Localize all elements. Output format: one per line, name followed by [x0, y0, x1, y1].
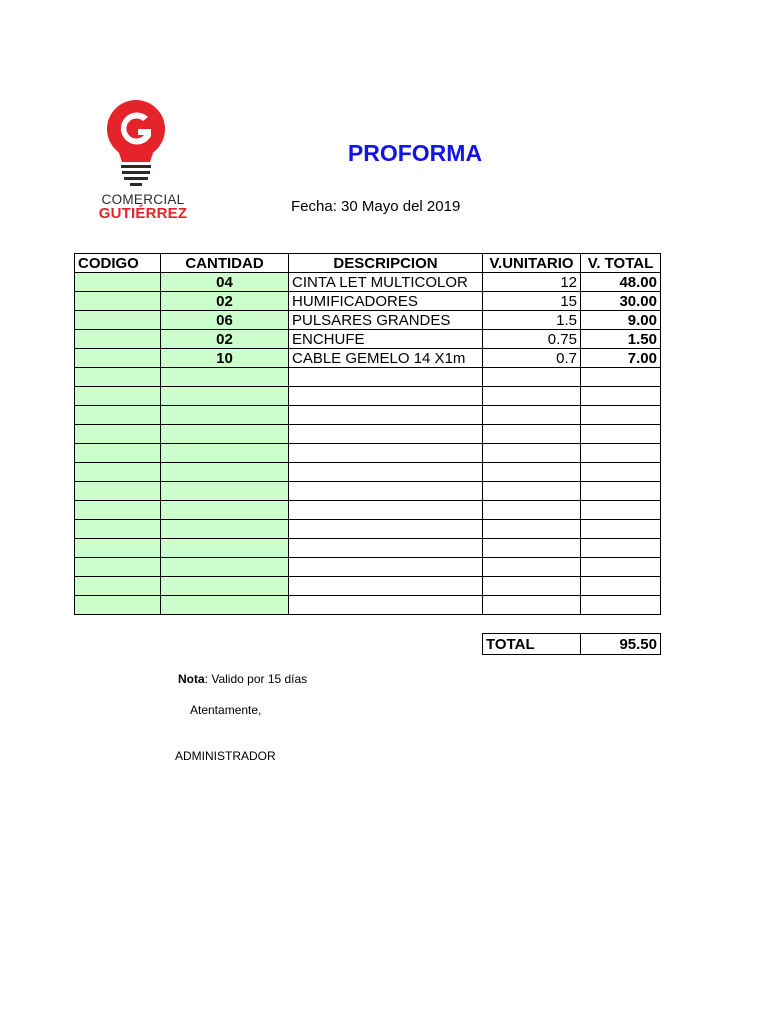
cell-v-total: [581, 387, 661, 406]
cell-cantidad: 06: [161, 311, 289, 330]
cell-codigo: [75, 330, 161, 349]
cell-descripcion: [289, 463, 483, 482]
cell-codigo: [75, 539, 161, 558]
cell-descripcion: [289, 520, 483, 539]
cell-v-total: [581, 406, 661, 425]
cell-cantidad: [161, 482, 289, 501]
cell-v-unitario: [483, 444, 581, 463]
cell-cantidad: [161, 539, 289, 558]
table-row: [75, 330, 661, 349]
cell-v-total: [581, 577, 661, 596]
cell-v-unitario: 0.7: [483, 349, 581, 368]
cell-cantidad: [161, 596, 289, 615]
table-row: [75, 273, 661, 292]
cell-codigo: [75, 292, 161, 311]
cell-v-total: [581, 558, 661, 577]
cell-v-unitario: [483, 463, 581, 482]
cell-codigo: [75, 558, 161, 577]
header-v-unitario: V.UNITARIO: [483, 254, 581, 273]
cell-cantidad: [161, 387, 289, 406]
cell-v-total: [581, 463, 661, 482]
cell-v-total: [581, 482, 661, 501]
cell-cantidad: [161, 577, 289, 596]
cell-cantidad: [161, 425, 289, 444]
cell-v-unitario: [483, 558, 581, 577]
note-label: Nota: [178, 672, 205, 686]
cell-codigo: [75, 482, 161, 501]
cell-v-unitario: 1.5: [483, 311, 581, 330]
cell-descripcion: [289, 577, 483, 596]
lightbulb-g-logo-icon: [88, 92, 198, 192]
cell-descripcion: CABLE GEMELO 14 X1m: [289, 349, 483, 368]
cell-codigo: [75, 463, 161, 482]
cell-cantidad: [161, 520, 289, 539]
cell-descripcion: [289, 368, 483, 387]
cell-cantidad: 02: [161, 292, 289, 311]
table-row: [75, 425, 661, 444]
note-text: : Valido por 15 días: [204, 672, 308, 686]
cell-codigo: [75, 501, 161, 520]
cell-v-unitario: [483, 406, 581, 425]
cell-descripcion: [289, 501, 483, 520]
cell-v-unitario: [483, 539, 581, 558]
header-cantidad: CANTIDAD: [161, 254, 289, 273]
cell-descripcion: [289, 444, 483, 463]
table-row: [75, 368, 661, 387]
table-header-row: [75, 254, 661, 273]
items-table: [74, 253, 661, 615]
cell-v-total: [581, 501, 661, 520]
cell-v-total: [581, 444, 661, 463]
cell-codigo: [75, 425, 161, 444]
cell-cantidad: [161, 501, 289, 520]
cell-descripcion: [289, 539, 483, 558]
signature-text: ADMINISTRADOR: [175, 749, 276, 763]
table-row: [75, 501, 661, 520]
table-row: [75, 444, 661, 463]
table-row: [75, 311, 661, 330]
table-row: [75, 577, 661, 596]
cell-v-unitario: 0.75: [483, 330, 581, 349]
table-row: [75, 539, 661, 558]
cell-codigo: [75, 520, 161, 539]
cell-v-total: 48.00: [581, 273, 661, 292]
document-title: PROFORMA: [347, 140, 483, 166]
cell-cantidad: [161, 368, 289, 387]
cell-descripcion: [289, 425, 483, 444]
total-value: 95.50: [581, 634, 661, 655]
totals-table: [482, 633, 661, 655]
cell-cantidad: 02: [161, 330, 289, 349]
cell-codigo: [75, 406, 161, 425]
company-logo: [88, 92, 198, 224]
cell-cantidad: 10: [161, 349, 289, 368]
cell-descripcion: [289, 387, 483, 406]
table-row: [75, 406, 661, 425]
cell-v-unitario: [483, 501, 581, 520]
cell-v-total: [581, 368, 661, 387]
cell-codigo: [75, 577, 161, 596]
cell-v-total: 1.50: [581, 330, 661, 349]
cell-codigo: [75, 596, 161, 615]
header-descripcion: DESCRIPCION: [289, 254, 483, 273]
date-line: [291, 198, 460, 215]
cell-codigo: [75, 273, 161, 292]
cell-descripcion: CINTA LET MULTICOLOR: [289, 273, 483, 292]
cell-codigo: [75, 311, 161, 330]
cell-codigo: [75, 368, 161, 387]
cell-v-total: [581, 425, 661, 444]
cell-v-unitario: 12: [483, 273, 581, 292]
note: [178, 672, 307, 686]
cell-v-total: [581, 539, 661, 558]
header-codigo: CODIGO: [75, 254, 161, 273]
cell-descripcion: HUMIFICADORES: [289, 292, 483, 311]
cell-v-total: 7.00: [581, 349, 661, 368]
logo-text-gutierrez: GUTIÉRREZ: [98, 205, 188, 222]
cell-v-unitario: [483, 596, 581, 615]
cell-cantidad: [161, 444, 289, 463]
cell-v-total: 30.00: [581, 292, 661, 311]
cell-cantidad: [161, 558, 289, 577]
date-label: Fecha:: [291, 198, 337, 215]
table-row: [75, 520, 661, 539]
table-row: [75, 558, 661, 577]
cell-v-unitario: [483, 368, 581, 387]
cell-v-total: [581, 520, 661, 539]
cell-descripcion: [289, 482, 483, 501]
table-row: [75, 387, 661, 406]
cell-descripcion: ENCHUFE: [289, 330, 483, 349]
cell-v-total: 9.00: [581, 311, 661, 330]
items-table-body: [75, 273, 661, 615]
cell-v-unitario: [483, 425, 581, 444]
header-v-total: V. TOTAL: [581, 254, 661, 273]
cell-descripcion: [289, 596, 483, 615]
cell-cantidad: 04: [161, 273, 289, 292]
cell-codigo: [75, 444, 161, 463]
cell-v-unitario: [483, 577, 581, 596]
table-row: [75, 463, 661, 482]
cell-codigo: [75, 349, 161, 368]
cell-v-total: [581, 596, 661, 615]
date-value: 30 Mayo del 2019: [341, 198, 461, 215]
table-row: [75, 349, 661, 368]
cell-codigo: [75, 387, 161, 406]
total-row: [483, 634, 661, 655]
logo-text-comercial: COMERCIAL: [101, 192, 185, 207]
cell-v-unitario: 15: [483, 292, 581, 311]
table-row: [75, 596, 661, 615]
cell-v-unitario: [483, 482, 581, 501]
cell-descripcion: PULSARES GRANDES: [289, 311, 483, 330]
cell-cantidad: [161, 463, 289, 482]
total-label: TOTAL: [483, 634, 581, 655]
table-row: [75, 482, 661, 501]
cell-descripcion: [289, 406, 483, 425]
closing-text: Atentamente,: [190, 703, 262, 717]
cell-v-unitario: [483, 387, 581, 406]
cell-descripcion: [289, 558, 483, 577]
table-row: [75, 292, 661, 311]
cell-v-unitario: [483, 520, 581, 539]
cell-cantidad: [161, 406, 289, 425]
